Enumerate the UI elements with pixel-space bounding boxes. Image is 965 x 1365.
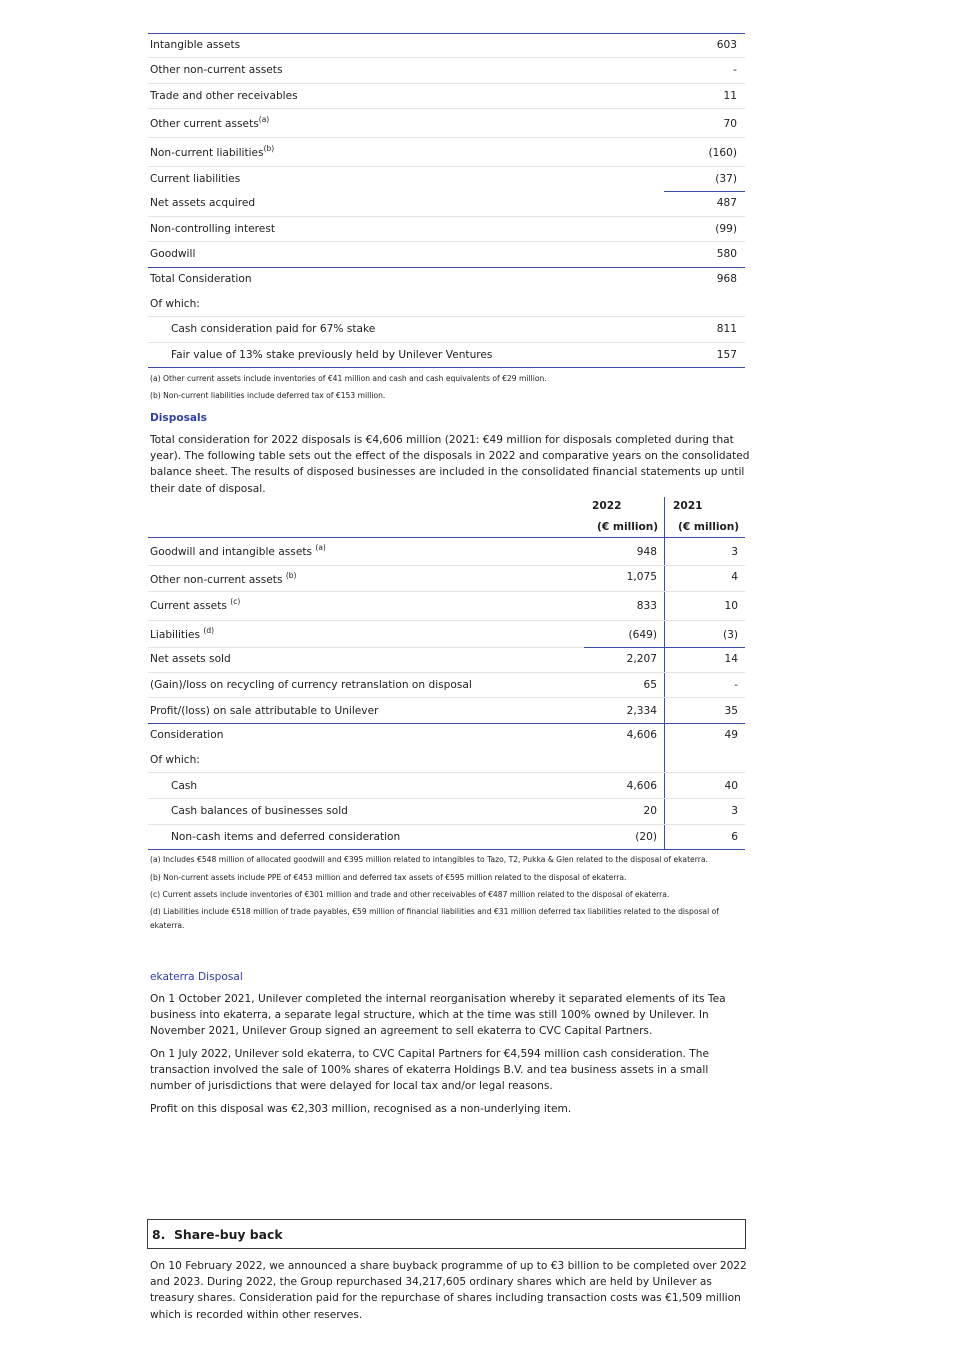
- label-text: Current assets: [150, 600, 227, 612]
- disposals-heading: Disposals: [150, 412, 207, 424]
- row-divider: [148, 216, 745, 217]
- disp-row-label-other-non-current: [150, 570, 297, 586]
- row-label-goodwill: Goodwill: [150, 248, 196, 260]
- row-value-non-current-liabilities: (160): [708, 147, 737, 159]
- row-divider: [148, 57, 745, 58]
- row-label-non-controlling-interest: Non-controlling interest: [150, 223, 275, 235]
- row-value-other-non-current-assets: -: [733, 64, 737, 76]
- row-value-trade-receivables: 11: [723, 90, 737, 102]
- disp-value-2021: -: [734, 679, 738, 691]
- disp-row-label-non-cash-items: Non-cash items and deferred consideration: [171, 831, 401, 843]
- share-buyback-heading: 8. Share-buy back: [152, 1227, 283, 1242]
- disp-value-2022: (20): [635, 831, 657, 843]
- table-bottom-rule: [148, 849, 745, 850]
- disp-value-2022: 2,207: [626, 653, 657, 665]
- ekaterra-paragraph-2: On 1 July 2022, Unilever sold ekaterra, to CVC Capital Partners for €4,594 million cash consideration. The transaction involved the sale of 100% shares of ekaterra Holdings B.V. and tea business assets in a small number of jurisdictions that were delayed for local tax and/or legal reasons.: [150, 1048, 709, 1093]
- disp-value-2022: 20: [643, 805, 657, 817]
- disp-row-label-gain-loss-recycling: (Gain)/loss on recycling of currency retranslation on disposal: [150, 679, 472, 691]
- footnote-marker: (d): [203, 625, 215, 635]
- disp-value-2021: 3: [731, 805, 738, 817]
- disp-value-2021: 4: [731, 571, 738, 583]
- label-text: Other non-current assets: [150, 574, 283, 586]
- row-label-intangible-assets: Intangible assets: [150, 39, 241, 51]
- disp-value-2021: 35: [724, 705, 738, 717]
- subtotal-rule: [584, 647, 745, 648]
- row-divider: [148, 565, 745, 566]
- row-value-goodwill: 580: [716, 248, 737, 260]
- disp-value-2021: 14: [724, 653, 738, 665]
- row-divider: [148, 316, 745, 317]
- footnote-marker: (a): [315, 542, 326, 552]
- row-label-other-non-current-assets: Other non-current assets: [150, 64, 283, 76]
- disp-row-label-profit-on-sale: Profit/(loss) on sale attributable to Unilever: [150, 705, 379, 717]
- disp-row-label-liabilities: [150, 625, 215, 641]
- row-value-current-liabilities: (37): [715, 173, 737, 185]
- ekaterra-heading: ekaterra Disposal: [150, 971, 243, 983]
- disp-value-2021: 3: [731, 546, 738, 558]
- subtotal-rule: [664, 191, 745, 192]
- disp-row-label-net-assets-sold: Net assets sold: [150, 653, 231, 665]
- row-value-cash-consideration: 811: [716, 323, 737, 335]
- label-text: Non-current liabilities: [150, 147, 264, 159]
- disp-row-label-cash-balances: Cash balances of businesses sold: [171, 805, 348, 817]
- row-divider: [148, 620, 745, 621]
- disp-value-2022: 2,334: [626, 705, 657, 717]
- row-divider: [148, 241, 745, 242]
- disp-row-label-current-assets: [150, 596, 241, 612]
- row-value-net-assets-acquired: 487: [716, 197, 737, 209]
- disp-value-2021: (3): [722, 629, 738, 641]
- column-separator: [664, 497, 665, 849]
- row-divider: [148, 166, 745, 167]
- row-divider: [148, 108, 745, 109]
- row-divider: [148, 647, 584, 648]
- row-divider: [148, 591, 745, 592]
- disp-value-2021: 6: [731, 831, 738, 843]
- disp-value-2022: 4,606: [626, 780, 657, 792]
- label-text: Other current assets: [150, 118, 259, 130]
- col-2022-unit: (€ million): [597, 521, 659, 533]
- total-rule: [148, 267, 745, 268]
- row-value-fair-value-stake: 157: [716, 349, 737, 361]
- share-buyback-heading-box: [147, 1219, 746, 1249]
- row-divider: [148, 137, 745, 138]
- row-value-intangible-assets: 603: [716, 39, 737, 51]
- footnote-b: (b) Non-current liabilities include deferred tax of €153 million.: [150, 391, 386, 400]
- header-rule: [148, 537, 745, 538]
- disp-value-2022: 948: [636, 546, 657, 558]
- disp-value-2021: 40: [724, 780, 738, 792]
- row-divider: [148, 697, 745, 698]
- col-2021-unit: (€ million): [678, 521, 740, 533]
- row-label-of-which: Of which:: [150, 298, 200, 310]
- row-label-net-assets-acquired: Net assets acquired: [150, 197, 256, 209]
- footnote-d: (d) Liabilities include €518 million of trade payables, €59 million of financial liabilities and €31 million deferred tax liabilities related to the disposal of: [150, 907, 719, 916]
- row-divider: [148, 798, 745, 799]
- label-text: Goodwill and intangible assets: [150, 546, 313, 558]
- table-bottom-rule: [148, 367, 745, 368]
- footnote-marker: (c): [230, 596, 241, 606]
- row-value-other-current-assets: 70: [723, 118, 737, 130]
- label-text: Liabilities: [150, 629, 201, 641]
- footnote-marker: (a): [258, 114, 270, 124]
- footnote-a: (a) Includes €548 million of allocated goodwill and €395 million related to intangibles to Tazo, T2, Pukka & Glen related to the disposal of ekaterra.: [150, 855, 708, 864]
- row-label-cash-consideration: Cash consideration paid for 67% stake: [171, 323, 376, 335]
- row-divider: [148, 342, 745, 343]
- ekaterra-paragraph-1: On 1 October 2021, Unilever completed the internal reorganisation whereby it separated elements of its Tea business into ekaterra, a separate legal structure, which at the time was still 100% owned by Unilever. In November 2021, Unilever Group signed an agreement to sell ekaterra to CVC Capital Partners.: [150, 993, 726, 1038]
- footnote-marker: (b): [285, 570, 297, 580]
- disp-row-label-consideration: Consideration: [150, 729, 224, 741]
- row-divider: [148, 824, 745, 825]
- footnote-marker: (b): [263, 143, 275, 153]
- disp-value-2021: 49: [724, 729, 738, 741]
- disp-value-2022: 1,075: [626, 571, 657, 583]
- disp-value-2022: 65: [643, 679, 657, 691]
- footnote-d-continued: ekaterra.: [150, 921, 185, 930]
- disp-row-label-cash: Cash: [171, 780, 198, 792]
- disp-value-2022: (649): [628, 629, 657, 641]
- row-label-current-liabilities: Current liabilities: [150, 173, 241, 185]
- row-divider: [148, 83, 745, 84]
- disp-value-2022: 833: [636, 600, 657, 612]
- footnote-a: (a) Other current assets include inventories of €41 million and cash and cash equivalents of €29 million.: [150, 374, 547, 383]
- ekaterra-paragraph-3: Profit on this disposal was €2,303 million, recognised as a non-underlying item.: [150, 1103, 572, 1115]
- col-2022-year: 2022: [592, 500, 622, 512]
- footnote-b: (b) Non-current assets include PPE of €453 million and deferred tax assets of €595 million related to the disposal of ekaterra.: [150, 873, 627, 882]
- row-label-non-current-liabilities: [150, 143, 275, 159]
- disposals-intro: Total consideration for 2022 disposals is €4,606 million (2021: €49 million for disposals completed during that year). The following table sets out the effect of the disposals in 2022 and comparative years on the consolidated balance sheet. The results of disposed businesses are included in the consolidated financial statements up until their date of disposal.: [150, 434, 750, 495]
- row-label-total-consideration: Total Consideration: [150, 273, 252, 285]
- disp-value-2022: 4,606: [626, 729, 657, 741]
- table-top-rule: [148, 33, 745, 34]
- row-label-fair-value-stake: Fair value of 13% stake previously held by Unilever Ventures: [171, 349, 493, 361]
- row-divider: [148, 672, 745, 673]
- footnote-c: (c) Current assets include inventories of €301 million and trade and other receivables of €487 million related to the disposal of ekaterra.: [150, 890, 670, 899]
- total-rule: [148, 723, 745, 724]
- row-divider: [148, 772, 745, 773]
- disp-row-label-goodwill-intangibles: [150, 542, 326, 558]
- col-2021-year: 2021: [673, 500, 703, 512]
- disp-value-2021: 10: [724, 600, 738, 612]
- disp-row-label-of-which: Of which:: [150, 754, 200, 766]
- share-buyback-text: On 10 February 2022, we announced a share buyback programme of up to €3 billion to be completed over 2022 and 2023. During 2022, the Group repurchased 34,217,605 ordinary shares which are held by Unilever as treasury shares. Consideration paid for the repurchase of shares including transaction costs was €1,509 million which is recorded within other reserves.: [150, 1260, 747, 1321]
- row-value-total-consideration: 968: [716, 273, 737, 285]
- row-label-trade-receivables: Trade and other receivables: [150, 90, 298, 102]
- row-value-non-controlling-interest: (99): [715, 223, 737, 235]
- row-label-other-current-assets: [150, 114, 270, 130]
